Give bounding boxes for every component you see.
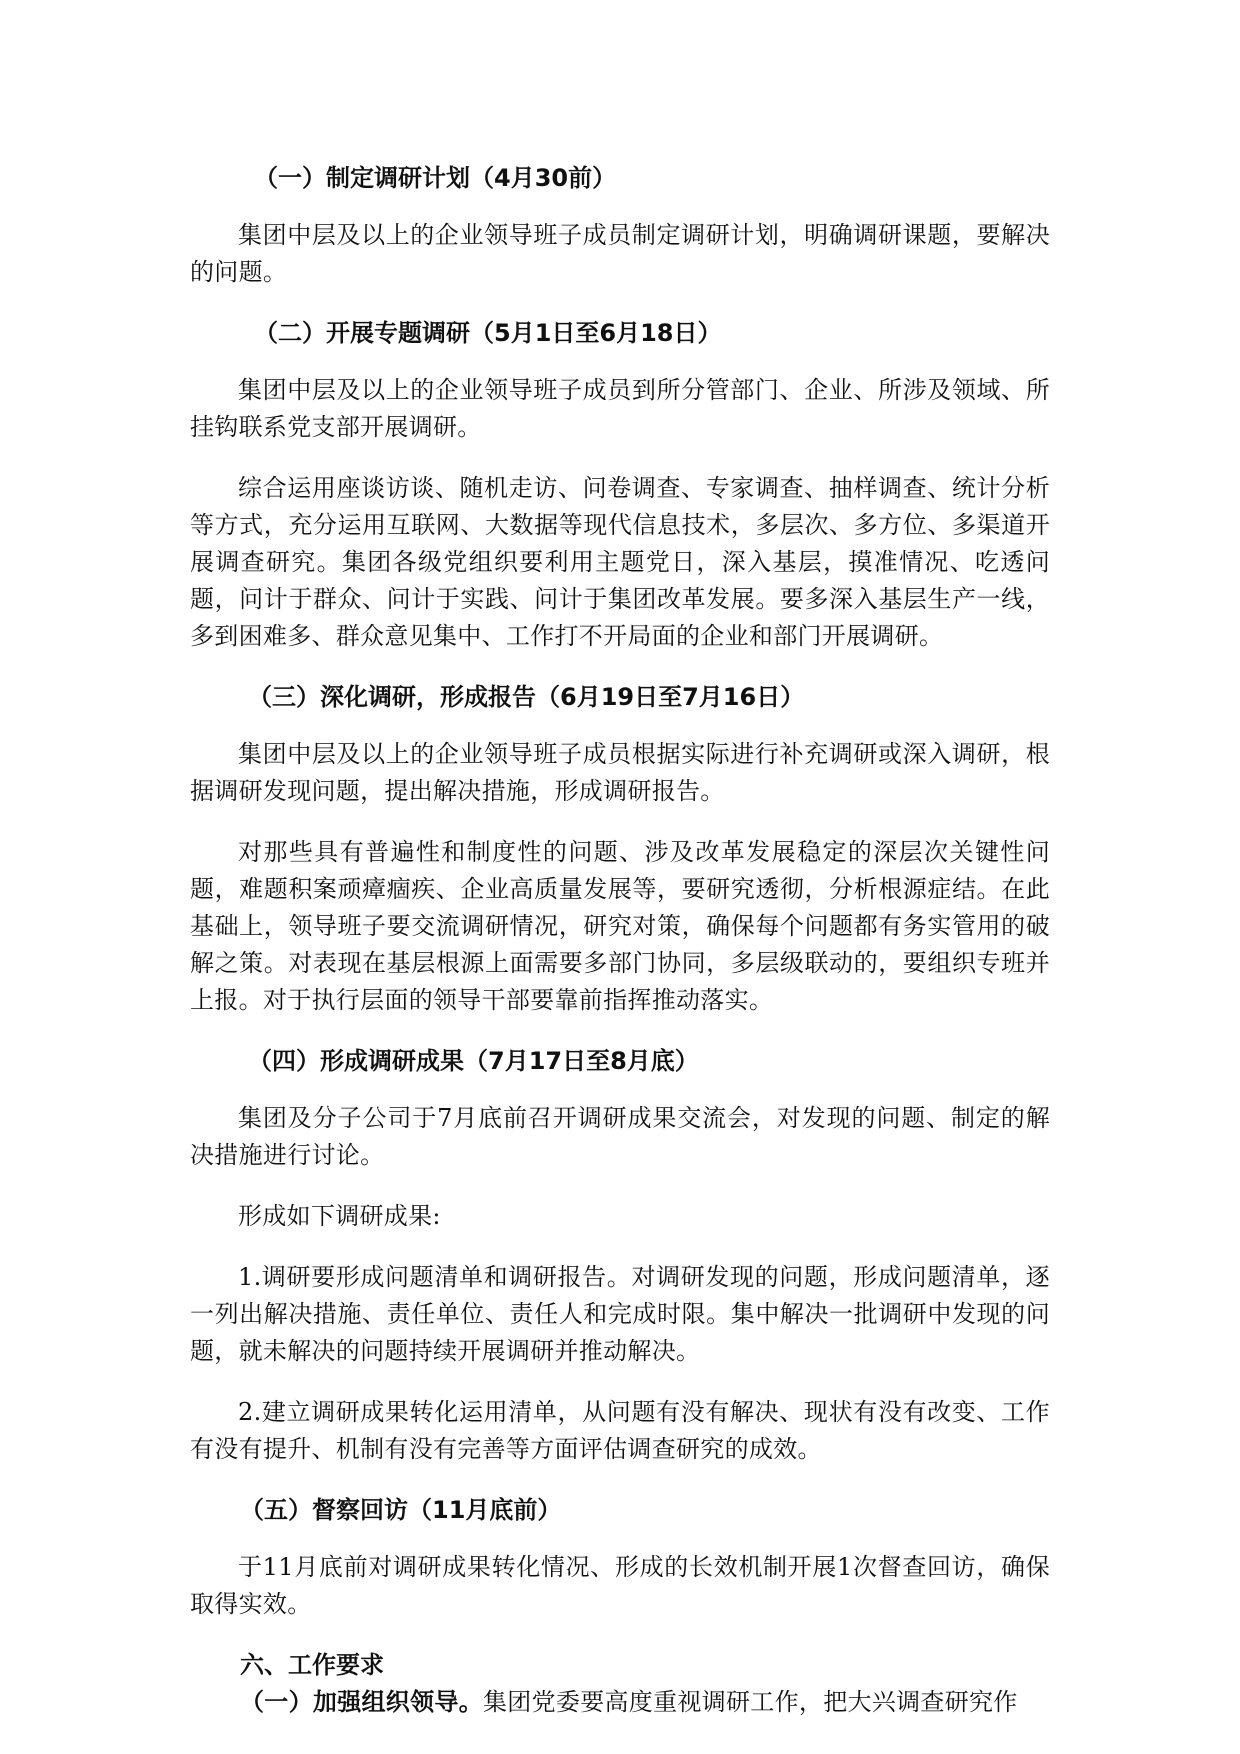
section-heading-3: （三）深化调研，形成报告（6月19日至7月16日）: [248, 683, 805, 711]
paragraph: 于11月底前对调研成果转化情况、形成的长效机制开展1次督查回访，确保取得实效。: [190, 1553, 1050, 1618]
paragraph: 形成如下调研成果:: [238, 1202, 441, 1230]
section-heading-2: （二）开展专题调研（5月1日至6月18日）: [254, 319, 722, 347]
section-heading-6: 六、工作要求: [240, 1651, 384, 1679]
inline-heading: （一）加强组织领导。: [240, 1688, 483, 1716]
paragraph-text: 集团党委要高度重视调研工作，把大兴调查研究作: [483, 1688, 1018, 1716]
paragraph: [190, 1684, 1050, 1721]
section-heading-5: （五）督察回访（11月底前）: [240, 1496, 562, 1524]
paragraph: 对那些具有普遍性和制度性的问题、涉及改革发展稳定的深层次关键性问题，难题积案顽瘴痼疾、企业高质量发展等，要研究透彻，分析根源症结。在此基础上，领导班子要交流调研情况，研究对策，确保每个问题都有务实管用的破解之策。对表现在基层根源上面需要多部门协同，多层级联动的，要组织专班并上报。对于执行层面的领导干部要靠前指挥推动落实。: [190, 838, 1050, 1014]
list-item: 1.调研要形成问题清单和调研报告。对调研发现的问题，形成问题清单，逐一列出解决措施、责任单位、责任人和完成时限。集中解决一批调研中发现的问题，就未解决的问题持续开展调研并推动解决。: [190, 1263, 1050, 1365]
paragraph: 集团及分子公司于7月底前召开调研成果交流会，对发现的问题、制定的解决措施进行讨论。: [190, 1104, 1050, 1169]
section-heading-4: （四）形成调研成果（7月17日至8月底）: [248, 1047, 699, 1075]
section-heading-1: （一）制定调研计划（4月30前）: [254, 164, 617, 192]
paragraph: 集团中层及以上的企业领导班子成员制定调研计划，明确调研课题，要解决的问题。: [190, 221, 1050, 286]
paragraph: 集团中层及以上的企业领导班子成员到所分管部门、企业、所涉及领域、所挂钩联系党支部开展调研。: [190, 376, 1050, 441]
list-item: 2.建立调研成果转化运用清单，从问题有没有解决、现状有没有改变、工作有没有提升、机制有没有完善等方面评估调查研究的成效。: [190, 1398, 1050, 1463]
paragraph: 集团中层及以上的企业领导班子成员根据实际进行补充调研或深入调研，根据调研发现问题，提出解决措施，形成调研报告。: [190, 740, 1050, 805]
paragraph: 综合运用座谈访谈、随机走访、问卷调查、专家调查、抽样调查、统计分析等方式，充分运用互联网、大数据等现代信息技术，多层次、多方位、多渠道开展调查研究。集团各级党组织要利用主题党日，深入基层，摸准情况、吃透问题，问计于群众、问计于实践、问计于集团改革发展。要多深入基层生产一线，多到困难多、群众意见集中、工作打不开局面的企业和部门开展调研。: [190, 474, 1050, 650]
document-body: [190, 160, 1050, 1721]
